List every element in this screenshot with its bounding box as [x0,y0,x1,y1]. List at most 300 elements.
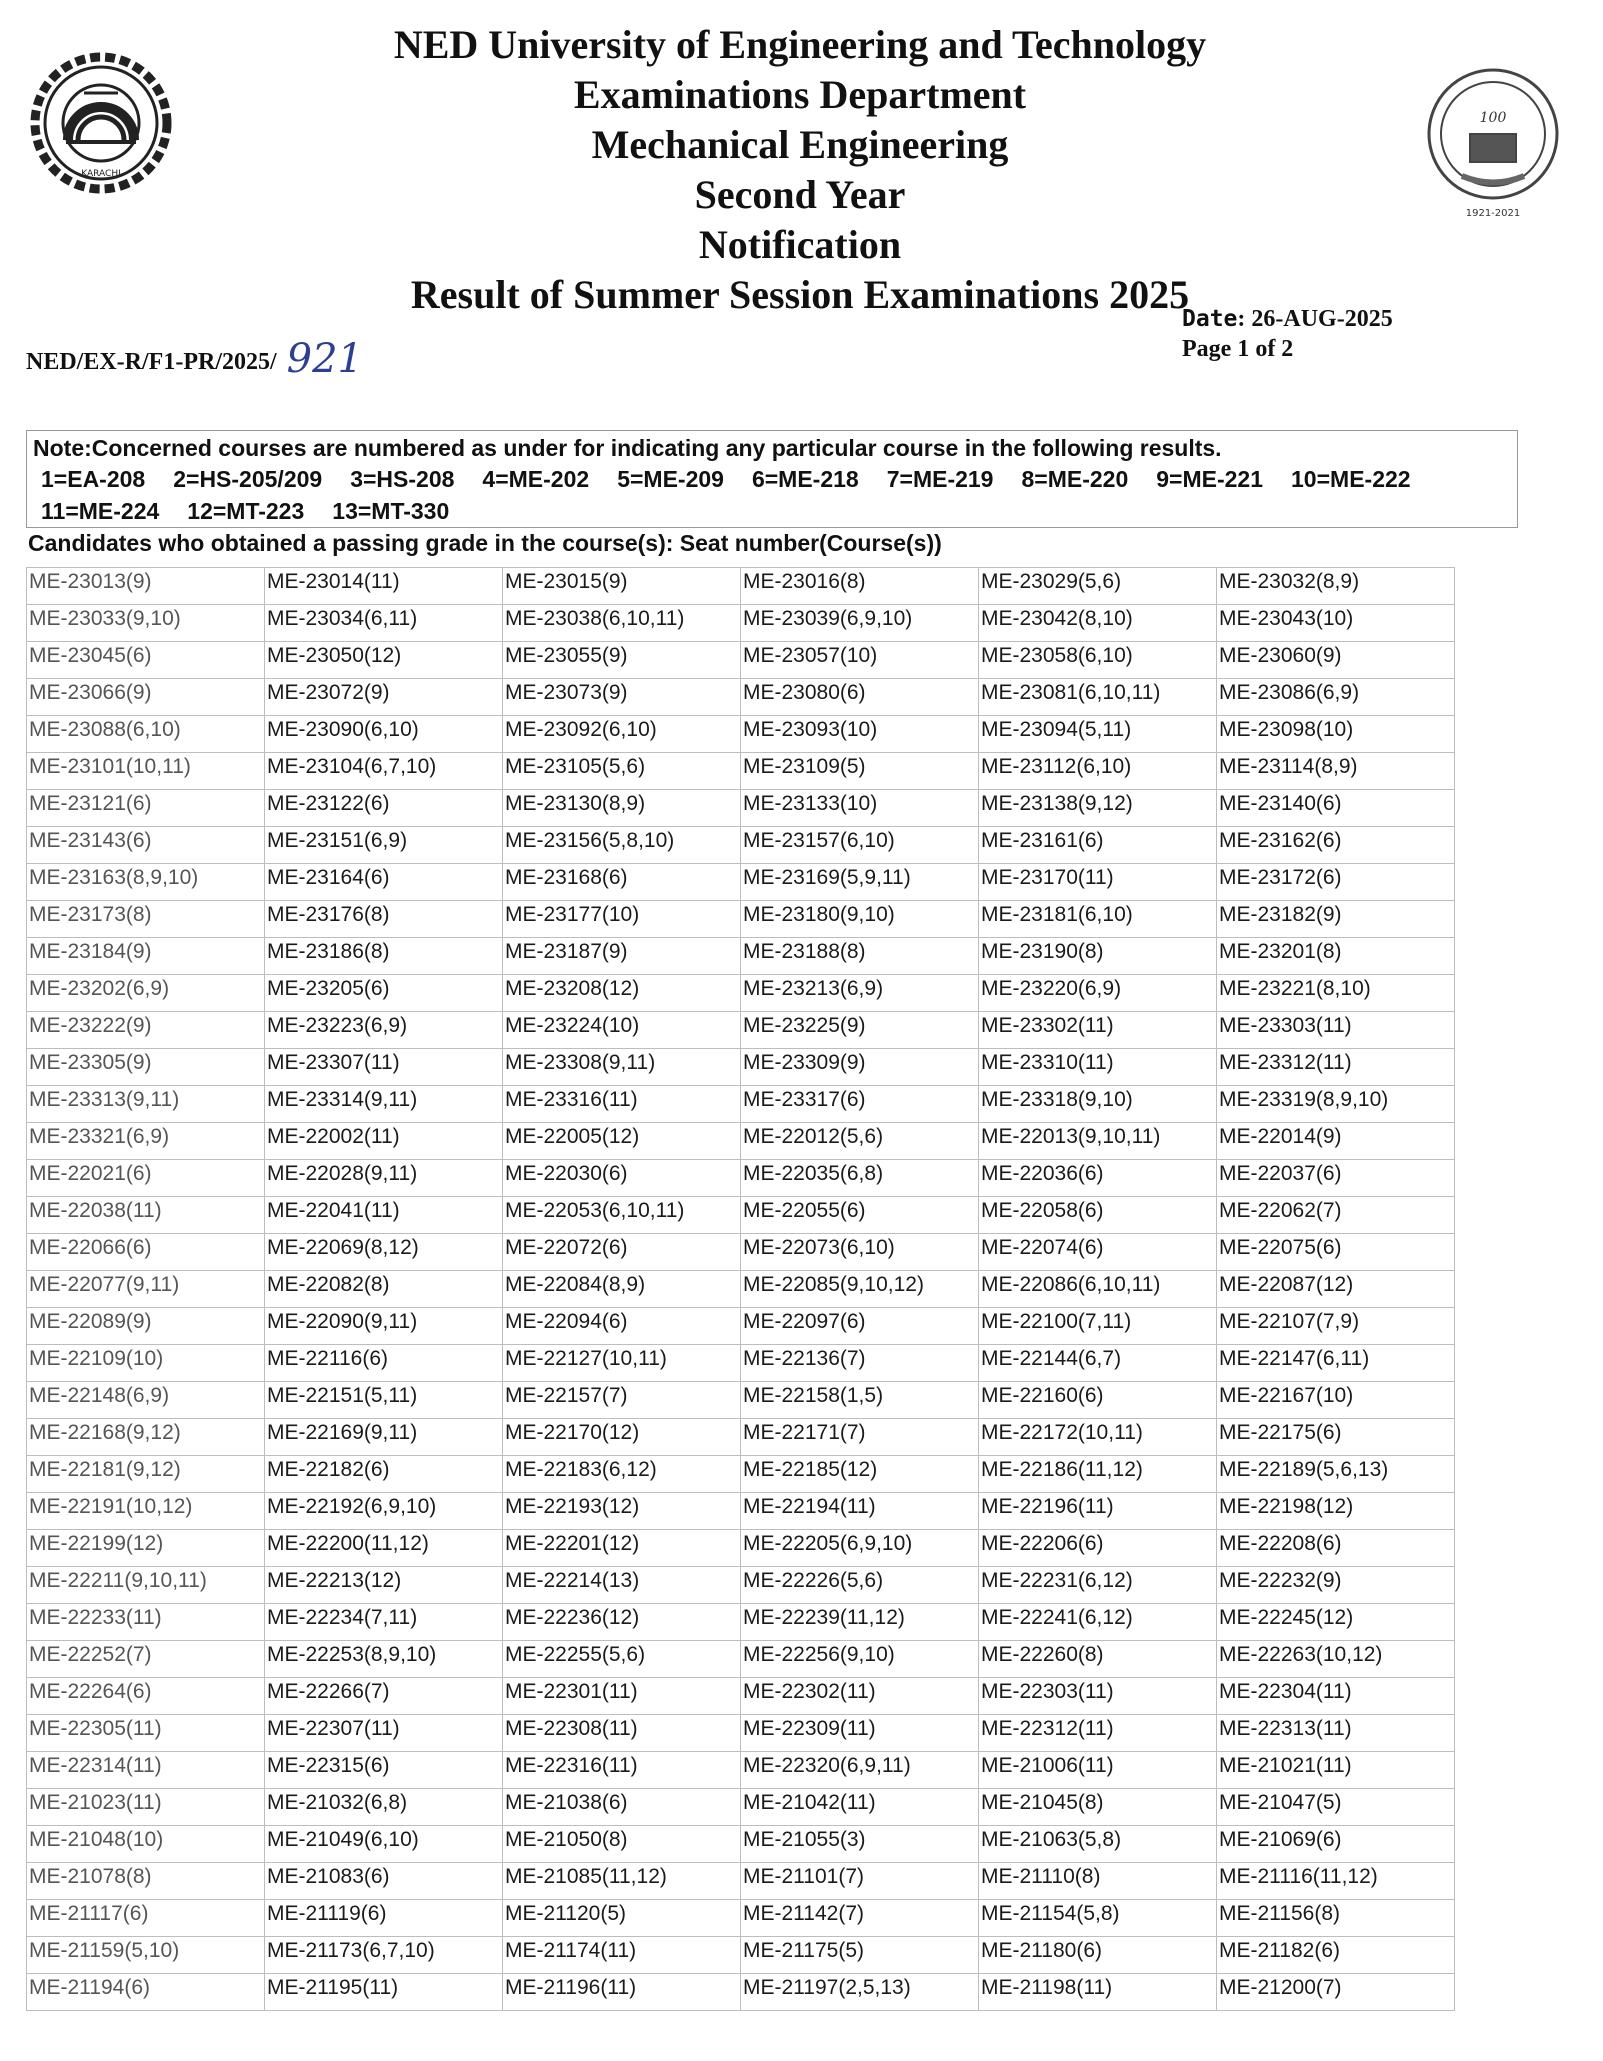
seat-result-cell: ME-23014(11) [265,568,503,605]
seat-result-cell: ME-21083(6) [265,1863,503,1900]
seat-result-cell: ME-22199(12) [27,1530,265,1567]
seat-result-cell: ME-22236(12) [503,1604,741,1641]
note-text: Note:Concerned courses are numbered as under for indicating any particular course in the following results. [33,435,1222,461]
seat-result-cell: ME-22255(5,6) [503,1641,741,1678]
seat-result-cell: ME-23034(6,11) [265,605,503,642]
seat-result-cell: ME-22013(9,10,11) [979,1123,1217,1160]
seat-result-cell: ME-21101(7) [741,1863,979,1900]
table-row [27,642,1455,679]
table-row [27,1900,1455,1937]
table-row [27,864,1455,901]
seat-result-cell: ME-21021(11) [1217,1752,1455,1789]
seat-result-cell: ME-23162(6) [1217,827,1455,864]
seat-result-cell: ME-21069(6) [1217,1826,1455,1863]
table-row [27,901,1455,938]
course-code: 10=ME-222 [1291,466,1411,492]
seat-result-cell: ME-23316(11) [503,1086,741,1123]
seat-result-cell: ME-22074(6) [979,1234,1217,1271]
seat-result-cell: ME-21047(5) [1217,1789,1455,1826]
seat-result-cell: ME-22028(9,11) [265,1160,503,1197]
seat-result-cell: ME-22058(6) [979,1197,1217,1234]
course-code: 2=HS-205/209 [173,466,323,492]
seat-result-cell: ME-23201(8) [1217,938,1455,975]
seat-result-cell: ME-22193(12) [503,1493,741,1530]
seat-result-cell: ME-23317(6) [741,1086,979,1123]
seat-result-cell: ME-22172(10,11) [979,1419,1217,1456]
seat-result-cell: ME-23208(12) [503,975,741,1012]
seat-result-cell: ME-22302(11) [741,1678,979,1715]
discipline-name: Mechanical Engineering [591,122,1009,167]
table-row [27,1012,1455,1049]
table-row [27,1419,1455,1456]
seat-result-cell: ME-22127(10,11) [503,1345,741,1382]
seat-result-cell: ME-23032(8,9) [1217,568,1455,605]
seat-result-cell: ME-22252(7) [27,1641,265,1678]
seat-result-cell: ME-22231(6,12) [979,1567,1217,1604]
seat-result-cell: ME-23188(8) [741,938,979,975]
seat-result-cell: ME-22075(6) [1217,1234,1455,1271]
seat-result-cell: ME-21032(6,8) [265,1789,503,1826]
seat-result-cell: ME-22260(8) [979,1641,1217,1678]
seat-result-cell: ME-22002(11) [265,1123,503,1160]
seat-result-cell: ME-22090(9,11) [265,1308,503,1345]
seat-result-cell: ME-23058(6,10) [979,642,1217,679]
seat-result-cell: ME-22206(6) [979,1530,1217,1567]
seat-result-cell: ME-23013(9) [27,568,265,605]
seat-result-cell: ME-22167(10) [1217,1382,1455,1419]
seat-result-cell: ME-23321(6,9) [27,1123,265,1160]
table-row [27,1530,1455,1567]
department-name: Examinations Department [573,72,1027,117]
seat-result-cell: ME-22041(11) [265,1197,503,1234]
seat-result-cell: ME-22181(9,12) [27,1456,265,1493]
seat-result-cell: ME-23072(9) [265,679,503,716]
university-gear-logo [26,48,176,198]
result-title: Result of Summer Session Examinations 2025 [410,272,1190,317]
table-row [27,1567,1455,1604]
seat-result-cell: ME-22301(11) [503,1678,741,1715]
table-row [27,1234,1455,1271]
seat-result-cell: ME-21120(5) [503,1900,741,1937]
course-code-list [33,463,1511,527]
seat-result-cell: ME-23029(5,6) [979,568,1217,605]
seat-result-cell: ME-22253(8,9,10) [265,1641,503,1678]
seat-result-cell: ME-22211(9,10,11) [27,1567,265,1604]
seat-result-cell: ME-21180(6) [979,1937,1217,1974]
course-code: 6=ME-218 [751,466,859,492]
seat-result-cell: ME-23043(10) [1217,605,1455,642]
seat-result-cell: ME-22234(7,11) [265,1604,503,1641]
seat-result-cell: ME-22168(9,12) [27,1419,265,1456]
seat-result-cell: ME-23090(6,10) [265,716,503,753]
seat-result-cell: ME-23184(9) [27,938,265,975]
table-row [27,1604,1455,1641]
centenary-seal-logo [1422,64,1564,224]
seat-result-cell: ME-22239(11,12) [741,1604,979,1641]
seat-result-cell: ME-22089(9) [27,1308,265,1345]
seat-result-cell: ME-22313(11) [1217,1715,1455,1752]
seat-result-cell: ME-22036(6) [979,1160,1217,1197]
seat-result-cell: ME-23186(8) [265,938,503,975]
seat-result-cell: ME-22087(12) [1217,1271,1455,1308]
seat-result-cell: ME-23038(6,10,11) [503,605,741,642]
seat-result-cell: ME-22192(6,9,10) [265,1493,503,1530]
seat-result-cell: ME-23224(10) [503,1012,741,1049]
course-code: 9=ME-221 [1156,466,1264,492]
seat-result-cell: ME-23121(6) [27,790,265,827]
seat-result-cell: ME-21050(8) [503,1826,741,1863]
seat-result-cell: ME-23303(11) [1217,1012,1455,1049]
seat-result-cell: ME-23313(9,11) [27,1086,265,1123]
seat-result-cell: ME-23312(11) [1217,1049,1455,1086]
seat-result-cell: ME-22169(9,11) [265,1419,503,1456]
seat-result-cell: ME-22191(10,12) [27,1493,265,1530]
seat-result-cell: ME-22205(6,9,10) [741,1530,979,1567]
seat-result-cell: ME-22185(12) [741,1456,979,1493]
seat-result-cell: ME-23039(6,9,10) [741,605,979,642]
seat-result-cell: ME-21006(11) [979,1752,1217,1789]
table-row [27,679,1455,716]
seat-result-cell: ME-21142(7) [741,1900,979,1937]
seat-result-cell: ME-21085(11,12) [503,1863,741,1900]
seat-result-cell: ME-21119(6) [265,1900,503,1937]
seat-result-cell: ME-21194(6) [27,1974,265,2011]
seat-result-cell: ME-22109(10) [27,1345,265,1382]
seat-result-cell: ME-22158(1,5) [741,1382,979,1419]
seat-result-cell: ME-23109(5) [741,753,979,790]
seat-result-cell: ME-22233(11) [27,1604,265,1641]
table-row [27,1937,1455,1974]
seat-result-cell: ME-21196(11) [503,1974,741,2011]
seat-result-cell: ME-22157(7) [503,1382,741,1419]
seat-result-cell: ME-22038(11) [27,1197,265,1234]
seat-result-cell: ME-22183(6,12) [503,1456,741,1493]
seat-result-cell: ME-22194(11) [741,1493,979,1530]
seat-result-cell: ME-22069(8,12) [265,1234,503,1271]
seat-result-cell: ME-23176(8) [265,901,503,938]
course-code: 11=ME-224 [41,498,160,524]
seat-result-cell: ME-23042(8,10) [979,605,1217,642]
seat-result-cell: ME-21038(6) [503,1789,741,1826]
seat-result-cell: ME-21197(2,5,13) [741,1974,979,2011]
seat-result-cell: ME-22021(6) [27,1160,265,1197]
seat-result-cell: ME-23309(9) [741,1049,979,1086]
seat-result-cell: ME-23143(6) [27,827,265,864]
table-row [27,1715,1455,1752]
seat-result-cell: ME-23305(9) [27,1049,265,1086]
seat-result-cell: ME-22030(6) [503,1160,741,1197]
reference-number [26,333,364,382]
seat-result-cell: ME-22186(11,12) [979,1456,1217,1493]
seat-result-cell: ME-22303(11) [979,1678,1217,1715]
seat-result-cell: ME-23161(6) [979,827,1217,864]
seat-result-cell: ME-21200(7) [1217,1974,1455,2011]
seat-result-cell: ME-21117(6) [27,1900,265,1937]
seat-result-cell: ME-21116(11,12) [1217,1863,1455,1900]
seat-result-cell: ME-23164(6) [265,864,503,901]
seat-result-cell: ME-22304(11) [1217,1678,1455,1715]
seat-result-cell: ME-23180(9,10) [741,901,979,938]
table-row [27,1086,1455,1123]
seat-result-cell: ME-23114(8,9) [1217,753,1455,790]
seat-result-cell: ME-22196(11) [979,1493,1217,1530]
seat-result-cell: ME-23105(5,6) [503,753,741,790]
seat-result-cell: ME-23130(8,9) [503,790,741,827]
seat-result-cell: ME-23133(10) [741,790,979,827]
table-row [27,1271,1455,1308]
seat-result-cell: ME-23156(5,8,10) [503,827,741,864]
table-row [27,1345,1455,1382]
seat-result-cell: ME-23086(6,9) [1217,679,1455,716]
table-row [27,1049,1455,1086]
seat-result-cell: ME-23066(9) [27,679,265,716]
seat-result-cell: ME-21173(6,7,10) [265,1937,503,1974]
seat-result-cell: ME-23092(6,10) [503,716,741,753]
seat-result-cell: ME-22107(7,9) [1217,1308,1455,1345]
seat-result-cell: ME-21182(6) [1217,1937,1455,1974]
seat-result-cell: ME-21154(5,8) [979,1900,1217,1937]
seat-result-cell: ME-22226(5,6) [741,1567,979,1604]
course-code: 4=ME-202 [482,466,590,492]
seat-result-cell: ME-23221(8,10) [1217,975,1455,1012]
table-row [27,605,1455,642]
seat-result-cell: ME-23094(5,11) [979,716,1217,753]
seat-result-cell: ME-23088(6,10) [27,716,265,753]
seat-result-cell: ME-23223(6,9) [265,1012,503,1049]
seat-result-cell: ME-23098(10) [1217,716,1455,753]
reference-prefix: NED/EX-R/F1-PR/2025/ [26,349,277,375]
logo-right-badge: 100 [1479,110,1507,126]
seat-result-cell: ME-22264(6) [27,1678,265,1715]
seat-result-cell: ME-23318(9,10) [979,1086,1217,1123]
table-row [27,1160,1455,1197]
seat-result-cell: ME-23225(9) [741,1012,979,1049]
seat-result-cell: ME-22062(7) [1217,1197,1455,1234]
seat-result-cell: ME-23173(8) [27,901,265,938]
seat-result-cell: ME-23168(6) [503,864,741,901]
table-row [27,1123,1455,1160]
seat-result-cell: ME-22170(12) [503,1419,741,1456]
seat-result-cell: ME-23181(6,10) [979,901,1217,938]
table-row [27,1974,1455,2011]
results-table [26,567,1455,2011]
seat-result-cell: ME-23016(8) [741,568,979,605]
seat-result-cell: ME-23302(11) [979,1012,1217,1049]
seat-result-cell: ME-22263(10,12) [1217,1641,1455,1678]
seat-result-cell: ME-21042(11) [741,1789,979,1826]
table-row [27,1382,1455,1419]
results-table-body [27,568,1455,2011]
table-row [27,938,1455,975]
seat-result-cell: ME-22037(6) [1217,1160,1455,1197]
seat-result-cell: ME-22147(6,11) [1217,1345,1455,1382]
seat-result-cell: ME-23045(6) [27,642,265,679]
university-name: NED University of Engineering and Technology [393,22,1207,67]
seat-result-cell: ME-23202(6,9) [27,975,265,1012]
seat-result-cell: ME-22232(9) [1217,1567,1455,1604]
seat-result-cell: ME-23060(9) [1217,642,1455,679]
seat-result-cell: ME-22086(6,10,11) [979,1271,1217,1308]
seat-result-cell: ME-23314(9,11) [265,1086,503,1123]
table-row [27,753,1455,790]
seat-result-cell: ME-22171(7) [741,1419,979,1456]
seat-result-cell: ME-22144(6,7) [979,1345,1217,1382]
table-row [27,827,1455,864]
seat-result-cell: ME-22094(6) [503,1308,741,1345]
page-indicator: Page 1 of 2 [1182,336,1294,362]
seat-result-cell: ME-21045(8) [979,1789,1217,1826]
seat-result-cell: ME-22005(12) [503,1123,741,1160]
seat-result-cell: ME-22085(9,10,12) [741,1271,979,1308]
seat-result-cell: ME-22201(12) [503,1530,741,1567]
results-heading: Candidates who obtained a passing grade in the course(s): Seat number(Course(s)) [28,530,942,556]
seat-result-cell: ME-22055(6) [741,1197,979,1234]
date-page-block [1182,304,1393,364]
seat-result-cell: ME-23081(6,10,11) [979,679,1217,716]
seat-result-cell: ME-23220(6,9) [979,975,1217,1012]
year-name: Second Year [694,172,906,217]
seat-result-cell: ME-22198(12) [1217,1493,1455,1530]
table-row [27,975,1455,1012]
seat-result-cell: ME-22097(6) [741,1308,979,1345]
table-row [27,1493,1455,1530]
seat-result-cell: ME-21023(11) [27,1789,265,1826]
seat-result-cell: ME-21063(5,8) [979,1826,1217,1863]
table-row [27,1641,1455,1678]
seat-result-cell: ME-23140(6) [1217,790,1455,827]
seat-result-cell: ME-23177(10) [503,901,741,938]
table-row [27,1197,1455,1234]
seat-result-cell: ME-22073(6,10) [741,1234,979,1271]
seat-result-cell: ME-23157(6,10) [741,827,979,864]
seat-result-cell: ME-21078(8) [27,1863,265,1900]
seat-result-cell: ME-22077(9,11) [27,1271,265,1308]
logo-left-text: KARACHI [81,169,121,179]
seat-result-cell: ME-22175(6) [1217,1419,1455,1456]
seat-result-cell: ME-23015(9) [503,568,741,605]
seat-result-cell: ME-22200(11,12) [265,1530,503,1567]
seat-result-cell: ME-22312(11) [979,1715,1217,1752]
seat-result-cell: ME-23050(12) [265,642,503,679]
course-code: 7=ME-219 [886,466,994,492]
seat-result-cell: ME-22266(7) [265,1678,503,1715]
seat-result-cell: ME-21198(11) [979,1974,1217,2011]
seat-result-cell: ME-23138(9,12) [979,790,1217,827]
seat-result-cell: ME-22316(11) [503,1752,741,1789]
seat-result-cell: ME-23073(9) [503,679,741,716]
seat-result-cell: ME-21174(11) [503,1937,741,1974]
seat-result-cell: ME-22084(8,9) [503,1271,741,1308]
course-code: 12=MT-223 [187,498,305,524]
seat-result-cell: ME-22053(6,10,11) [503,1197,741,1234]
seat-result-cell: ME-23163(8,9,10) [27,864,265,901]
seat-result-cell: ME-21175(5) [741,1937,979,1974]
seat-result-cell: ME-23101(10,11) [27,753,265,790]
seat-result-cell: ME-21048(10) [27,1826,265,1863]
seat-result-cell: ME-21110(8) [979,1863,1217,1900]
table-row [27,1308,1455,1345]
seat-result-cell: ME-23151(6,9) [265,827,503,864]
seat-result-cell: ME-23055(9) [503,642,741,679]
course-code: 13=MT-330 [332,498,450,524]
seat-result-cell: ME-22116(6) [265,1345,503,1382]
seat-result-cell: ME-23308(9,11) [503,1049,741,1086]
seat-result-cell: ME-22014(9) [1217,1123,1455,1160]
seat-result-cell: ME-22148(6,9) [27,1382,265,1419]
seat-result-cell: ME-22066(6) [27,1234,265,1271]
seat-result-cell: ME-22082(8) [265,1271,503,1308]
seat-result-cell: ME-23319(8,9,10) [1217,1086,1455,1123]
seat-result-cell: ME-22035(6,8) [741,1160,979,1197]
table-row [27,716,1455,753]
seat-result-cell: ME-23172(6) [1217,864,1455,901]
seat-result-cell: ME-22012(5,6) [741,1123,979,1160]
table-row [27,1826,1455,1863]
seat-result-cell: ME-23057(10) [741,642,979,679]
seat-result-cell: ME-22315(6) [265,1752,503,1789]
seat-result-cell: ME-22320(6,9,11) [741,1752,979,1789]
seat-result-cell: ME-21049(6,10) [265,1826,503,1863]
seat-result-cell: ME-22160(6) [979,1382,1217,1419]
seat-result-cell: ME-22136(7) [741,1345,979,1382]
seat-result-cell: ME-23187(9) [503,938,741,975]
seat-result-cell: ME-23169(5,9,11) [741,864,979,901]
seat-result-cell: ME-22245(12) [1217,1604,1455,1641]
logo-right-text: 1921-2021 [1465,208,1521,219]
course-code: 8=ME-220 [1021,466,1129,492]
table-row [27,1863,1455,1900]
course-code: 3=HS-208 [350,466,455,492]
table-row [27,1789,1455,1826]
seat-result-cell: ME-23205(6) [265,975,503,1012]
seat-result-cell: ME-22213(12) [265,1567,503,1604]
seat-result-cell: ME-22100(7,11) [979,1308,1217,1345]
seat-result-cell: ME-22241(6,12) [979,1604,1217,1641]
seat-result-cell: ME-23104(6,7,10) [265,753,503,790]
seat-result-cell: ME-22151(5,11) [265,1382,503,1419]
seat-result-cell: ME-23222(9) [27,1012,265,1049]
course-code: 1=EA-208 [41,466,146,492]
document-title-block [300,20,1300,320]
seat-result-cell: ME-21159(5,10) [27,1937,265,1974]
course-code: 5=ME-209 [617,466,724,492]
date-value: : 26-AUG-2025 [1237,306,1393,332]
seat-result-cell: ME-23170(11) [979,864,1217,901]
seat-result-cell: ME-22256(9,10) [741,1641,979,1678]
notification-label: Notification [698,222,902,267]
seat-result-cell: ME-23122(6) [265,790,503,827]
table-row [27,1678,1455,1715]
seat-result-cell: ME-23033(9,10) [27,605,265,642]
seat-result-cell: ME-22072(6) [503,1234,741,1271]
course-note-box [26,430,1518,528]
seat-result-cell: ME-22307(11) [265,1715,503,1752]
seat-result-cell: ME-22305(11) [27,1715,265,1752]
seat-result-cell: ME-23112(6,10) [979,753,1217,790]
seat-result-cell: ME-22182(6) [265,1456,503,1493]
seat-result-cell: ME-22309(11) [741,1715,979,1752]
seat-result-cell: ME-22214(13) [503,1567,741,1604]
reference-handwritten-number: 921 [286,336,364,382]
date-label: Date [1182,306,1238,332]
seat-result-cell: ME-23182(9) [1217,901,1455,938]
table-row [27,568,1455,605]
seat-result-cell: ME-23093(10) [741,716,979,753]
seat-result-cell: ME-21156(8) [1217,1900,1455,1937]
seat-result-cell: ME-23190(8) [979,938,1217,975]
seat-result-cell: ME-21195(11) [265,1974,503,2011]
table-row [27,1456,1455,1493]
